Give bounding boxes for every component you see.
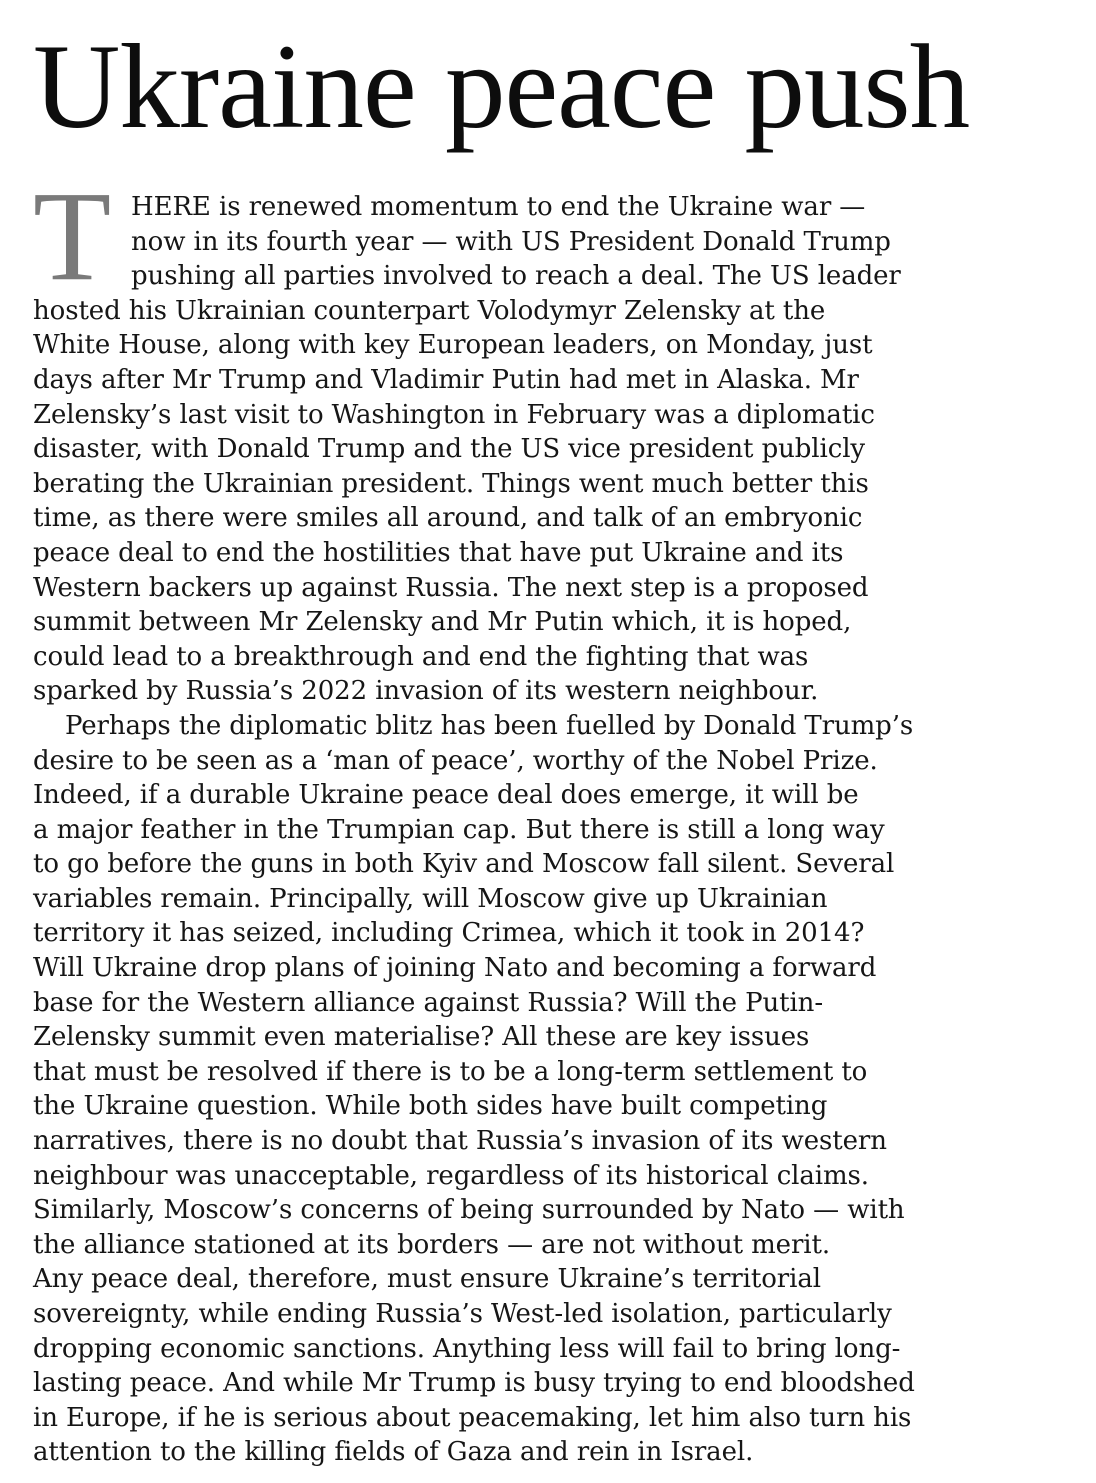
text-line: Will Ukraine drop plans of joining Nato and becoming a forward [33,953,877,984]
text-line: narratives, there is no doubt that Russia’s invasion of its western [33,1126,887,1157]
text-line: days after Mr Trump and Vladimir Putin had met in Alaska. Mr [33,364,859,395]
text-line: sovereignty, while ending Russia’s West-led isolation, particularly [33,1299,892,1329]
text-line: Perhaps the diplomatic blitz has been fuelled by Donald Trump’s [65,710,914,741]
text-line: could lead to a breakthrough and end the fighting that was [33,641,809,672]
text-line: variables remain. Principally, will Moscow give up Ukrainian [33,883,828,914]
text-line: desire to be seen as a ‘man of peace’, worthy of the Nobel Prize. [33,745,878,776]
text-line: neighbour was unacceptable, regardless of its historical claims. [33,1160,869,1191]
text-line: summit between Mr Zelensky and Mr Putin which, it is hoped, [33,607,852,638]
text-line: in Europe, if he is serious about peacemaking, let him also turn his [33,1402,912,1433]
text-line: HERE is renewed momentum to end the Ukraine war — [131,192,866,222]
text-line: dropping economic sanctions. Anything less will fail to bring long- [33,1333,901,1364]
headline: Ukraine peace push [33,20,970,154]
text-line: White House, along with key European leaders, on Monday, just [33,330,873,361]
text-line: Zelensky’s last visit to Washington in February was a diplomatic [33,399,875,430]
text-line: time, as there were smiles all around, and talk of an embryonic [33,503,863,534]
text-line: lasting peace. And while Mr Trump is busy trying to end bloodshed [33,1368,915,1399]
paragraph-2 [33,709,1083,1470]
text-line: Indeed, if a durable Ukraine peace deal does emerge, it will be [33,780,859,811]
text-line: pushing all parties involved to reach a deal. The US leader [131,261,901,292]
text-line: berating the Ukrainian president. Things went much better this [33,468,869,499]
article-body [33,190,1083,1470]
text-line: Western backers up against Russia. The next step is a proposed [33,572,869,603]
text-line: to go before the guns in both Kyiv and Moscow fall silent. Several [33,849,895,880]
text-line: base for the Western alliance against Russia? Will the Putin- [33,987,824,1018]
text-line: disaster, with Donald Trump and the US vice president publicly [33,434,865,465]
text-line: Zelensky summit even materialise? All these are key issues [33,1022,810,1053]
text-line: sparked by Russia’s 2022 invasion of its western neighbour. [33,676,819,707]
text-line: hosted his Ukrainian counterpart Volodymyr Zelensky at the [33,295,826,326]
text-line: territory it has seized, including Crimea, which it took in 2014? [33,918,865,949]
text-line: peace deal to end the hostilities that have put Ukraine and its [33,537,844,568]
text-line: attention to the killing fields of Gaza and rein in Israel. [33,1437,754,1468]
drop-cap-lines [33,190,1083,294]
paragraph-1 [33,190,1083,709]
text-line: Similarly, Moscow’s concerns of being surrounded by Nato — with [33,1195,905,1226]
editorial-article [33,0,1083,1470]
text-line: the alliance stationed at its borders — are not without merit. [33,1229,831,1260]
text-line: Any peace deal, therefore, must ensure Ukraine’s territorial [33,1264,821,1295]
drop-cap: T [33,165,112,307]
text-line: now in its fourth year — with US President Donald Trump [131,226,891,257]
text-line: that must be resolved if there is to be a long-term settlement to [33,1056,868,1087]
text-line: the Ukraine question. While both sides have built competing [33,1091,828,1122]
text-line: a major feather in the Trumpian cap. But there is still a long way [33,814,885,845]
